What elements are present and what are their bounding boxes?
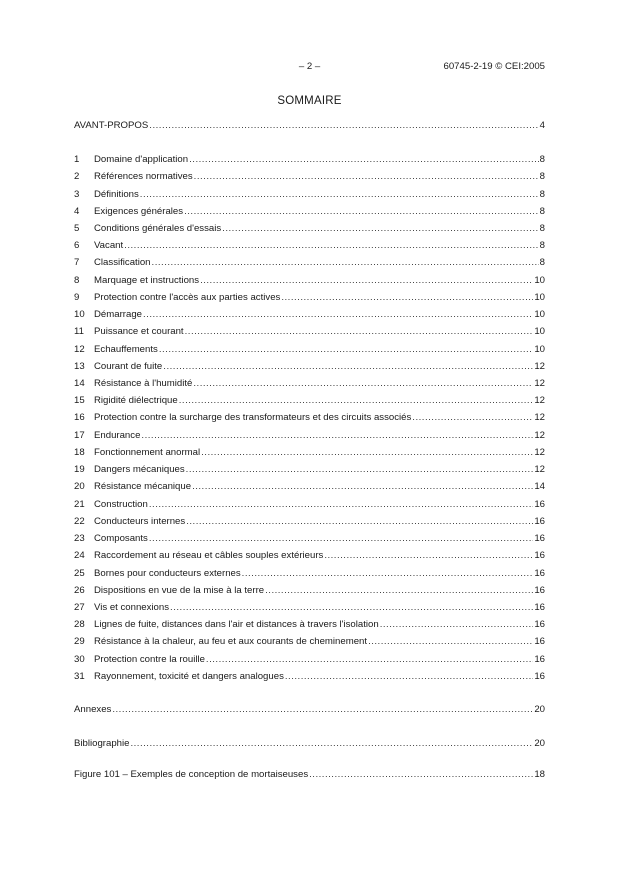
toc-entry-section[interactable] bbox=[74, 463, 545, 476]
toc-entry-number: 1 bbox=[74, 154, 80, 165]
toc-entry-bibliographie[interactable] bbox=[74, 737, 545, 750]
toc-entry-number: 28 bbox=[74, 619, 85, 631]
leader-dots bbox=[149, 532, 533, 545]
toc-entry-number: 29 bbox=[74, 636, 85, 648]
toc-entry-section[interactable] bbox=[74, 343, 545, 356]
toc-entry-avant-propos[interactable] bbox=[74, 119, 545, 132]
toc-entry-label: Figure 101 – Exemples de conception de mortaiseuses bbox=[74, 769, 309, 780]
toc-entry-number: 7 bbox=[74, 257, 80, 269]
toc-entry-page: 10 bbox=[534, 291, 545, 303]
toc-entry-section[interactable] bbox=[74, 394, 545, 407]
toc-entry-section[interactable] bbox=[74, 429, 545, 442]
toc-entry-number: 15 bbox=[74, 395, 85, 407]
toc-entry-page: 16 bbox=[534, 533, 545, 545]
leader-dots bbox=[149, 119, 538, 132]
page-title: SOMMAIRE bbox=[277, 95, 342, 107]
toc-entry-label: Composants bbox=[94, 533, 148, 545]
leader-dots bbox=[184, 205, 539, 218]
leader-dots bbox=[163, 360, 533, 373]
toc-entry-page: 14 bbox=[534, 481, 545, 493]
toc-entry-number: 5 bbox=[74, 222, 80, 234]
leader-dots bbox=[140, 188, 539, 201]
toc-entry-section[interactable] bbox=[74, 222, 545, 235]
toc-entry-label: Dispositions en vue de la mise à la terre bbox=[94, 584, 265, 596]
toc-entry-label: Echauffements bbox=[94, 343, 158, 355]
toc-entry-section[interactable] bbox=[74, 635, 545, 648]
toc-entry-label: Conditions générales d'essais bbox=[94, 222, 222, 234]
toc-entry-number: 4 bbox=[74, 205, 80, 217]
toc-entry-label: Exigences générales bbox=[94, 205, 184, 217]
toc-entry-page: 12 bbox=[534, 378, 545, 389]
toc-entry-number: 12 bbox=[74, 343, 85, 355]
toc-entry-label: Vis et connexions bbox=[94, 602, 170, 613]
toc-entry-label: Courant de fuite bbox=[94, 360, 163, 372]
toc-entry-label: AVANT-PROPOS bbox=[74, 120, 149, 131]
leader-dots bbox=[124, 239, 539, 252]
toc-entry-page: 10 bbox=[534, 274, 545, 286]
toc-entry-number: 31 bbox=[74, 670, 85, 682]
toc-entry-section[interactable] bbox=[74, 498, 545, 511]
leader-dots bbox=[130, 737, 533, 750]
toc-entry-page: 10 bbox=[534, 309, 545, 321]
toc-entry-label: Rigidité diélectrique bbox=[94, 395, 178, 407]
toc-entry-section[interactable] bbox=[74, 584, 545, 597]
toc-entry-label: Lignes de fuite, distances dans l'air et distances à travers l'isolation bbox=[94, 619, 379, 631]
toc-entry-page: 20 bbox=[534, 704, 545, 715]
toc-entry-section[interactable] bbox=[74, 274, 545, 287]
toc-entry-page: 8 bbox=[539, 222, 545, 234]
leader-dots bbox=[186, 463, 534, 476]
toc-entry-number: 26 bbox=[74, 584, 85, 596]
leader-dots bbox=[193, 377, 533, 390]
toc-entry-section[interactable] bbox=[74, 377, 545, 390]
leader-dots bbox=[206, 653, 533, 666]
toc-entry-number: 17 bbox=[74, 429, 85, 441]
leader-dots bbox=[222, 222, 538, 235]
toc-entry-label: Raccordement au réseau et câbles souples extérieurs bbox=[94, 550, 324, 562]
toc-entry-page: 16 bbox=[534, 567, 545, 579]
leader-dots bbox=[141, 429, 533, 442]
toc-entry-number: 27 bbox=[74, 602, 85, 613]
toc-entry-section[interactable] bbox=[74, 239, 545, 252]
toc-entry-page: 16 bbox=[534, 619, 545, 631]
toc-entry-page: 4 bbox=[539, 120, 545, 131]
leader-dots bbox=[149, 498, 533, 511]
leader-dots bbox=[152, 256, 539, 269]
toc-entry-number: 22 bbox=[74, 515, 85, 527]
toc-entry-label: Conducteurs internes bbox=[94, 515, 186, 527]
toc-entry-number: 13 bbox=[74, 360, 85, 372]
toc-entry-label: Bibliographie bbox=[74, 738, 130, 749]
leader-dots bbox=[368, 635, 533, 648]
toc-entry-label: Endurance bbox=[94, 429, 141, 441]
toc-entry-label: Protection contre l'accès aux parties actives bbox=[94, 291, 281, 303]
toc-entry-label: Références normatives bbox=[94, 171, 193, 183]
toc-entry-section[interactable] bbox=[74, 532, 545, 545]
toc-entry-page: 8 bbox=[539, 205, 545, 217]
leader-dots bbox=[285, 670, 533, 683]
toc-entry-page: 12 bbox=[534, 464, 545, 476]
toc-entry-number: 23 bbox=[74, 533, 85, 545]
toc-entry-label: Résistance mécanique bbox=[94, 481, 192, 493]
toc-entry-number: 2 bbox=[74, 171, 80, 183]
toc-entry-section[interactable] bbox=[74, 618, 545, 631]
toc-entry-section[interactable] bbox=[74, 653, 545, 666]
toc-entry-page: 10 bbox=[534, 326, 545, 338]
leader-dots bbox=[189, 153, 539, 166]
leader-dots bbox=[242, 567, 534, 580]
leader-dots bbox=[194, 170, 539, 183]
toc-entry-number: 11 bbox=[74, 326, 84, 338]
leader-dots bbox=[324, 549, 533, 562]
toc-entry-section[interactable] bbox=[74, 601, 545, 614]
leader-dots bbox=[185, 325, 534, 338]
leader-dots bbox=[200, 274, 533, 287]
leader-dots bbox=[159, 343, 534, 356]
toc-entry-page: 10 bbox=[534, 343, 545, 355]
toc-entry-number: 14 bbox=[74, 378, 85, 389]
toc-entry-number: 25 bbox=[74, 567, 85, 579]
toc-entry-number: 16 bbox=[74, 412, 85, 424]
leader-dots bbox=[179, 394, 534, 407]
toc-entry-section[interactable] bbox=[74, 670, 545, 683]
toc-entry-page: 12 bbox=[534, 412, 545, 424]
toc-entry-page: 16 bbox=[534, 653, 545, 665]
toc-entry-section[interactable] bbox=[74, 411, 545, 424]
toc-entry-section[interactable] bbox=[74, 515, 545, 528]
toc-entry-section[interactable] bbox=[74, 549, 545, 562]
toc-entry-label: Résistance à la chaleur, au feu et aux courants de cheminement bbox=[94, 636, 368, 648]
page-number: – 2 – bbox=[298, 61, 321, 72]
toc-entry-page: 16 bbox=[534, 584, 545, 596]
leader-dots bbox=[112, 703, 533, 716]
leader-dots bbox=[281, 291, 533, 304]
toc-entry-number: 21 bbox=[74, 498, 85, 510]
leader-dots bbox=[192, 480, 533, 493]
toc-entry-number: 20 bbox=[74, 481, 85, 493]
toc-entry-label: Définitions bbox=[94, 188, 139, 200]
toc-entry-label: Annexes bbox=[74, 704, 112, 715]
toc-entry-page: 12 bbox=[534, 429, 545, 441]
toc-entry-section[interactable] bbox=[74, 153, 545, 166]
toc-entry-number: 3 bbox=[74, 188, 80, 200]
toc-entry-label: Domaine d'application bbox=[94, 154, 189, 165]
toc-entry-label: Vacant bbox=[94, 240, 124, 252]
toc-entry-figure-101[interactable] bbox=[74, 768, 545, 781]
toc-entry-page: 12 bbox=[534, 395, 545, 407]
toc-entry-page: 16 bbox=[534, 670, 545, 682]
toc-entry-section[interactable] bbox=[74, 291, 545, 304]
leader-dots bbox=[412, 411, 533, 424]
toc-entry-label: Protection contre la surcharge des transformateurs et des circuits associés bbox=[94, 412, 412, 424]
leader-dots bbox=[380, 618, 534, 631]
toc-entry-number: 9 bbox=[74, 291, 80, 303]
toc-entry-page: 20 bbox=[534, 738, 545, 749]
toc-entry-section[interactable] bbox=[74, 170, 545, 183]
toc-entry-page: 8 bbox=[539, 188, 545, 200]
toc-entry-label: Rayonnement, toxicité et dangers analogues bbox=[94, 670, 284, 682]
leader-dots bbox=[201, 446, 533, 459]
toc-entry-page: 12 bbox=[534, 446, 545, 458]
toc-entry-label: Bornes pour conducteurs externes bbox=[94, 567, 241, 579]
toc-entry-label: Dangers mécaniques bbox=[94, 464, 185, 476]
toc-entry-label: Fonctionnement anormal bbox=[94, 446, 201, 458]
toc-entry-label: Marquage et instructions bbox=[94, 274, 200, 286]
toc-entry-label: Construction bbox=[94, 498, 148, 510]
leader-dots bbox=[170, 601, 533, 614]
toc-entry-section[interactable] bbox=[74, 325, 545, 338]
toc-entry-label: Démarrage bbox=[94, 309, 142, 321]
toc-entry-page: 8 bbox=[539, 154, 545, 165]
toc-entry-label: Classification bbox=[94, 257, 151, 269]
toc-entry-page: 8 bbox=[539, 240, 545, 252]
toc-entry-page: 18 bbox=[534, 769, 545, 780]
toc-entry-number: 6 bbox=[74, 240, 80, 252]
leader-dots bbox=[265, 584, 533, 597]
toc-entry-number: 24 bbox=[74, 550, 85, 562]
toc-entry-label: Résistance à l'humidité bbox=[94, 378, 193, 389]
toc-entry-number: 10 bbox=[74, 309, 85, 321]
toc-entry-number: 8 bbox=[74, 274, 80, 286]
leader-dots bbox=[186, 515, 533, 528]
toc-entry-section[interactable] bbox=[74, 205, 545, 218]
toc-entry-page: 16 bbox=[534, 515, 545, 527]
leader-dots bbox=[143, 308, 533, 321]
toc-entry-page: 8 bbox=[539, 171, 545, 183]
toc-entry-page: 16 bbox=[534, 602, 545, 613]
toc-entry-annexes[interactable] bbox=[74, 703, 545, 716]
toc-entry-number: 19 bbox=[74, 464, 85, 476]
toc-entry-page: 16 bbox=[534, 550, 545, 562]
toc-entry-section[interactable] bbox=[74, 480, 545, 493]
toc-entry-section[interactable] bbox=[74, 256, 545, 269]
toc-entry-section[interactable] bbox=[74, 567, 545, 580]
toc-entry-page: 16 bbox=[534, 636, 545, 648]
toc-entry-page: 12 bbox=[534, 360, 545, 372]
toc-entry-section[interactable] bbox=[74, 308, 545, 321]
document-reference: 60745-2-19 © CEI:2005 bbox=[443, 61, 545, 72]
toc-entry-page: 8 bbox=[539, 257, 545, 269]
toc-entry-section[interactable] bbox=[74, 446, 545, 459]
toc-entry-page: 16 bbox=[534, 498, 545, 510]
toc-entry-number: 18 bbox=[74, 446, 85, 458]
toc-entry-label: Protection contre la rouille bbox=[94, 653, 205, 665]
toc-entry-number: 30 bbox=[74, 653, 85, 665]
page-header bbox=[0, 61, 619, 75]
toc-entry-section[interactable] bbox=[74, 188, 545, 201]
toc-entry-section[interactable] bbox=[74, 360, 545, 373]
leader-dots bbox=[309, 768, 533, 781]
toc-entry-label: Puissance et courant bbox=[94, 326, 184, 338]
